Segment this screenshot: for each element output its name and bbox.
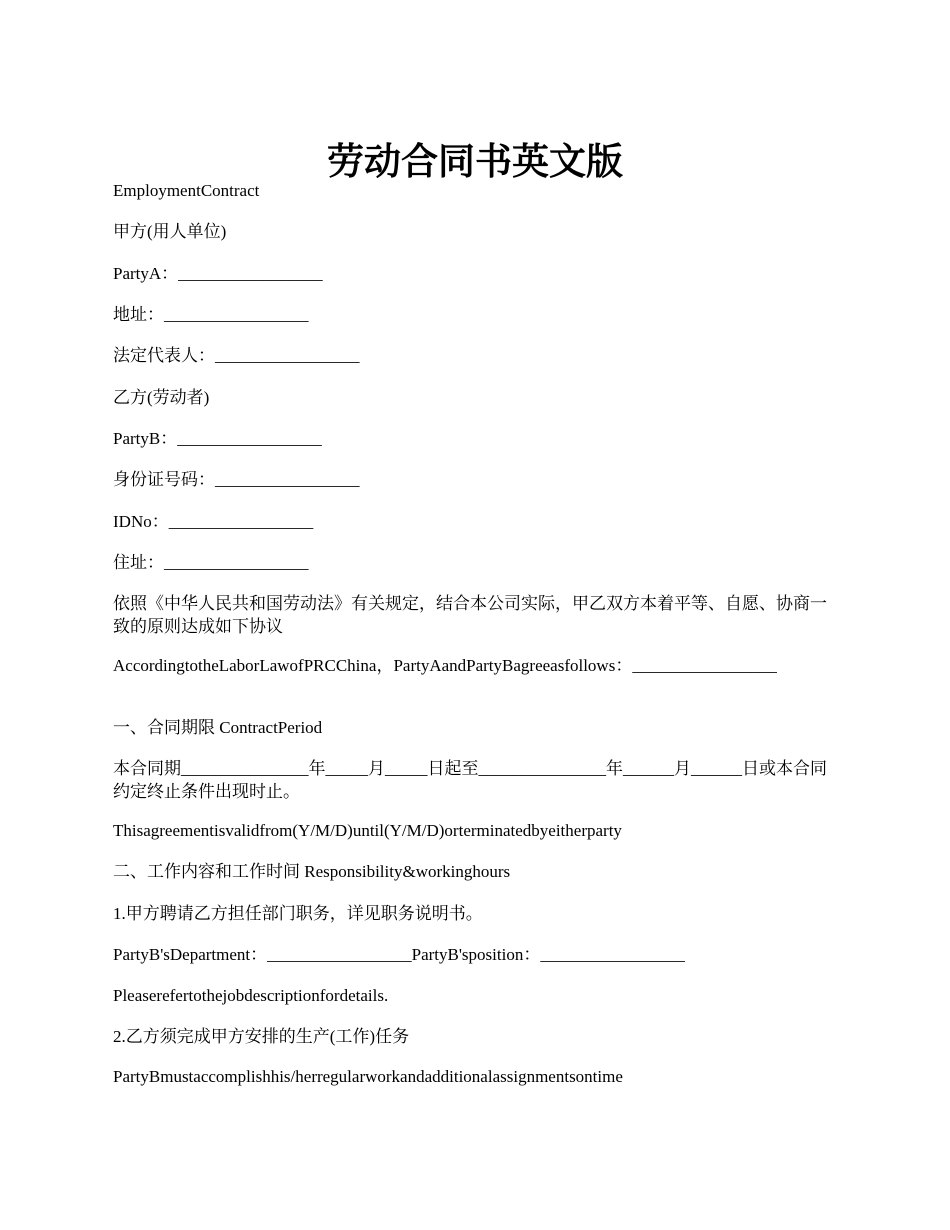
item-1-cn: 1.甲方聘请乙方担任部门职务，详见职务说明书。: [113, 904, 483, 923]
paragraph-term-en: Thisagreementisvalidfrom(Y/M/D)until(Y/M/D)orterminatedbyeitherparty: [113, 821, 622, 840]
line-employment-contract: EmploymentContract: [113, 181, 260, 200]
line-party-a-heading: 甲方(用人单位): [113, 222, 227, 241]
line-id-number-cn: 身份证号码：_________________: [113, 470, 360, 489]
line-id-number-en: IDNo：_________________: [113, 512, 314, 531]
item-1-fields: PartyB'sDepartment：_________________PartyB'sposition：_________________: [113, 945, 685, 964]
paragraph-preamble-cn: 依照《中华人民共和国劳动法》有关规定，结合本公司实际，甲乙双方本着平等、自愿、协商一致的原则达成如下协议: [113, 594, 827, 636]
line-address-a: 地址：_________________: [113, 305, 309, 324]
line-party-b-heading: 乙方(劳动者): [113, 388, 210, 407]
item-2-cn: 2.乙方须完成甲方安排的生产(工作)任务: [113, 1027, 410, 1046]
item-1-en: Pleaserefertothejobdescriptionfordetails.: [113, 986, 389, 1005]
paragraph-preamble-en: AccordingtotheLaborLawofPRCChina，PartyAandPartyBagreeasfollows：_________________: [113, 656, 777, 675]
line-party-a: PartyA：_________________: [113, 264, 323, 283]
paragraph-term-cn: 本合同期_______________年_____月_____日起至_______________年______月______日或本合同约定终止条件出现时止。: [113, 759, 827, 801]
section-1-heading: 一、合同期限 ContractPeriod: [113, 718, 323, 737]
document-title: 劳动合同书英文版: [327, 138, 623, 183]
line-legal-representative: 法定代表人：_________________: [113, 346, 360, 365]
line-party-b: PartyB：_________________: [113, 429, 322, 448]
item-2-en: PartyBmustaccomplishhis/herregularworkandadditionalassignmentsontime: [113, 1067, 623, 1086]
section-2-heading: 二、工作内容和工作时间 Responsibility&workinghours: [113, 862, 511, 881]
line-address-b: 住址：_________________: [113, 553, 309, 572]
